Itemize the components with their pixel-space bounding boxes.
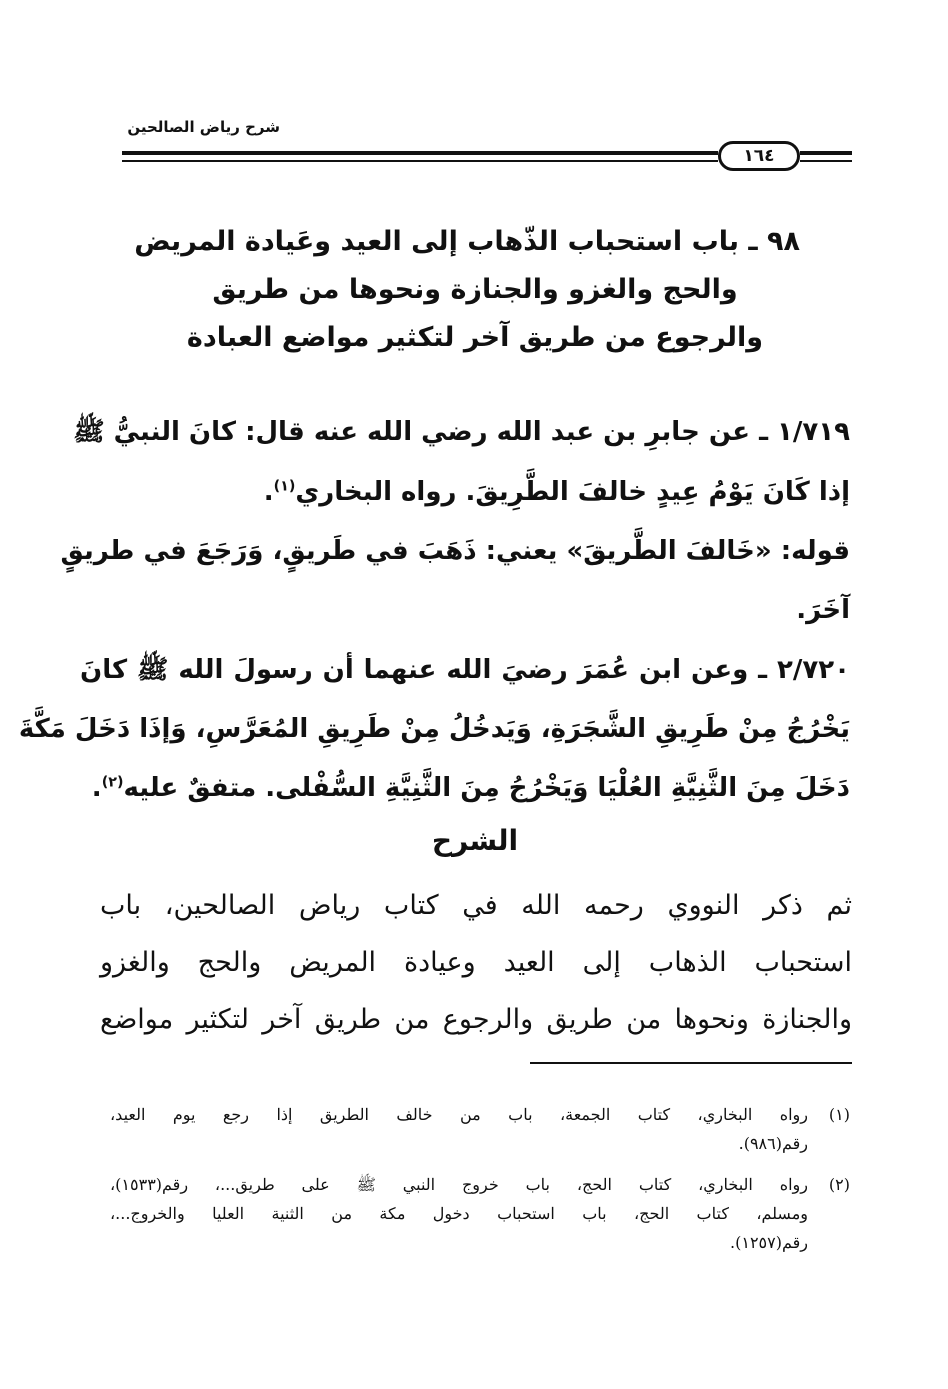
chapter-title-line: ٩٨ ـ باب استحباب الذّهاب إلى العيد وعَيادة المريض bbox=[134, 226, 800, 257]
body-line: ثم ذكر النووي رحمه الله في كتاب رياض الصالحين، باب bbox=[100, 890, 852, 921]
footnote-ref: (١) bbox=[273, 478, 296, 495]
chapter-title-line: والحج والغزو والجنازة ونحوها من طريق bbox=[212, 274, 738, 305]
header-rule-thick-right bbox=[800, 151, 852, 155]
footnote-line: رواه البخاري، كتاب الحج، باب خروج النبي ﷺ على طريق...، رقم(١٥٣٣)، bbox=[110, 1175, 808, 1194]
hadith-2-line bbox=[80, 759, 850, 817]
hadith-2-end: . bbox=[91, 773, 102, 803]
footnote-line: رواه البخاري، كتاب الجمعة، باب من خالف الطريق إذا رجع يوم العيد، bbox=[110, 1105, 808, 1124]
commentary-line: قوله: «خَالفَ الطَّريقَ» يعني: ذَهَبَ في طَريقٍ، وَرَجَعَ في طريقٍ bbox=[60, 536, 850, 566]
hadith-1-line: ١/٧١٩ ـ عن جابرِ بن عبد الله رضي الله عنه قال: كانَ النبيُّ ﷺ bbox=[73, 417, 850, 447]
hadith-1-line bbox=[80, 463, 850, 521]
running-title: شرح رياض الصالحين bbox=[127, 118, 280, 136]
header-rule-thick bbox=[122, 151, 718, 155]
hadith-1-text: إذا كَانَ يَوْمُ عِيدٍ خالفَ الطَّرِيقَ. رواه البخاري bbox=[295, 477, 850, 507]
footnote bbox=[110, 1170, 850, 1257]
footnote-line: رقم(٩٨٦). bbox=[738, 1134, 808, 1153]
footnote-marker: (١) bbox=[828, 1105, 850, 1124]
footnote-marker: (٢) bbox=[828, 1175, 850, 1194]
footnote-ref: (٢) bbox=[101, 774, 124, 791]
footnote-line: رقم(١٢٥٧). bbox=[730, 1233, 808, 1252]
commentary-line: آخَرَ. bbox=[796, 595, 850, 625]
chapter-title-line: والرجوع من طريق آخر لتكثير مواضع العبادة bbox=[186, 322, 764, 353]
footnote bbox=[110, 1100, 850, 1158]
hadith-1-end: . bbox=[263, 477, 274, 507]
body-line: والجنازة ونحوها من طريق والرجوع من طريق آخر لتكثير مواضع bbox=[100, 1004, 852, 1035]
footnote-separator bbox=[530, 1062, 852, 1064]
chapter-title bbox=[134, 218, 800, 362]
hadith-2-line: ٢/٧٢٠ ـ وعن ابن عُمَرَ رضيَ الله عنهما أن رسولَ الله ﷺ كانَ bbox=[80, 655, 850, 685]
hadith-2-line: يَخْرُجُ مِنْ طَرِيقِ الشَّجَرَةِ، وَيَدخُلُ مِنْ طَرِيقِ المُعَرَّسِ، وَإذَا دَخَلَ مَكَّةَ bbox=[18, 714, 850, 744]
hadith-2-text: دَخَلَ مِنَ الثَّنِيَّةِ العُلْيَا وَيَخْرُجُ مِنَ الثَّنِيَّةِ السُّفْلى. متفقٌ عليه bbox=[123, 773, 850, 803]
section-heading: الشرح bbox=[431, 824, 519, 857]
header-rule-thin bbox=[122, 160, 718, 162]
footnote-line: ومسلم، كتاب الحج، باب استحباب دخول مكة من الثنية العليا والخروج...، bbox=[110, 1204, 808, 1223]
body-line: استحباب الذهاب إلى العيد وعيادة المريض والحج والغزو bbox=[100, 947, 852, 978]
page-number: ١٦٤ bbox=[718, 141, 800, 171]
header-rule-thin-right bbox=[800, 160, 852, 162]
